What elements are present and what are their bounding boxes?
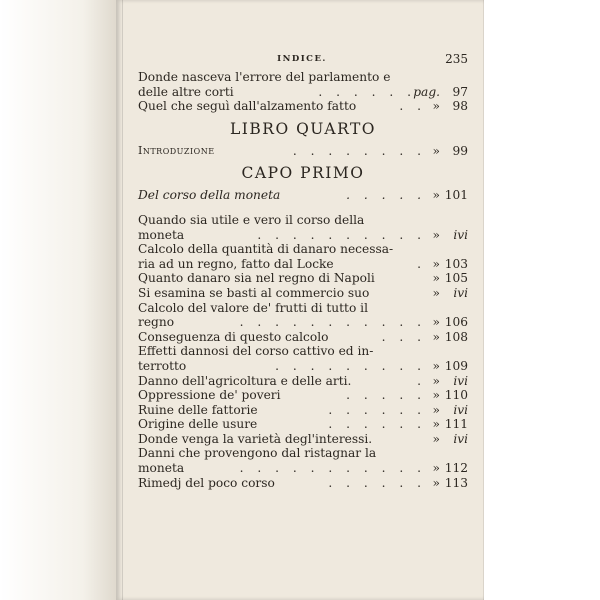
running-title: INDICE.: [277, 54, 327, 64]
toc-entry-text: Si esamina se basti al commercio suo: [138, 285, 370, 300]
binding-edge: [122, 0, 123, 600]
toc-entry-text: ria ad un regno, fatto dal Locke: [138, 256, 334, 271]
section-heading: LIBRO QUARTO: [229, 119, 377, 138]
toc-entry-text: Calcolo del valore de' frutti di tutto il: [138, 300, 368, 315]
toc-leader-dots: . . . . . . . . . .: [257, 227, 426, 242]
toc-page-marker: »: [432, 188, 440, 203]
toc-leader-dots: . . . . .: [346, 388, 426, 403]
toc-entry: [138, 85, 468, 100]
toc-page-number: 111: [444, 417, 468, 432]
toc-leader-dots: . . . . . . . .: [292, 143, 426, 158]
toc-page-marker: »: [432, 285, 440, 300]
toc-entry-text: Quanto danaro sia nel regno di Napoli: [138, 271, 375, 286]
section-heading: CAPO PRIMO: [241, 164, 365, 183]
book-page: [116, 0, 484, 600]
toc-page-number: 99: [452, 143, 468, 158]
toc-page-number: 101: [444, 188, 468, 203]
toc-page-number: ivi: [453, 402, 468, 417]
toc-leader-dots: . . . . . .: [328, 417, 426, 432]
toc-leader-dots: . . . . . .: [328, 475, 426, 490]
toc-entry-text: Conseguenza di questo calcolo: [138, 329, 329, 344]
toc-entry: [138, 99, 468, 114]
toc-entry: [138, 286, 468, 301]
toc-entry-text: moneta: [138, 227, 185, 242]
toc-entry: [138, 446, 468, 461]
toc-entry: [138, 403, 468, 418]
toc-page-marker: »: [432, 431, 440, 446]
toc-entry: [138, 301, 468, 316]
toc-page-marker: »: [432, 475, 440, 490]
toc-page-marker: »: [432, 358, 440, 373]
spacer: [138, 203, 468, 213]
toc-page-number: 105: [444, 271, 468, 286]
toc-entry-text: Donde nasceva l'errore del parlamento e: [138, 70, 391, 84]
toc-leader-dots: . .: [399, 99, 426, 114]
toc-page-number: ivi: [453, 285, 468, 300]
toc-entry: [138, 188, 468, 203]
toc-entry: [138, 271, 468, 286]
toc-entry: [138, 461, 468, 476]
toc-entry: [138, 242, 468, 257]
toc-entry: [138, 417, 468, 432]
toc-page-number: 106: [444, 315, 468, 330]
toc-page-marker: »: [432, 143, 440, 158]
toc-entry: [138, 432, 468, 447]
toc-page-number: 103: [444, 256, 468, 271]
toc-leader-dots: . . . . . . . . . . .: [239, 315, 426, 330]
toc-leader-dots: . . .: [381, 329, 426, 344]
table-of-contents: [138, 70, 468, 490]
toc-entry-text: Effetti dannosi del corso cattivo ed in-: [138, 344, 374, 359]
toc-page-marker: »: [432, 402, 440, 417]
toc-page-marker: »: [432, 227, 440, 242]
toc-entry-text: Danni che provengono dal ristagnar la: [138, 446, 377, 461]
toc-entry: [138, 374, 468, 389]
toc-entry-text: delle altre corti: [138, 84, 234, 99]
toc-leader-dots: . . . . . . . . .: [275, 358, 426, 373]
toc-entry: [138, 359, 468, 374]
toc-entry: [138, 228, 468, 243]
toc-page-number: ivi: [453, 373, 468, 388]
toc-page-marker: »: [432, 388, 440, 403]
toc-entry-text: Oppressione de' poveri: [138, 388, 281, 403]
toc-entry-text: Ruine delle fattorie: [138, 402, 258, 417]
toc-entry-text: Introduzione: [138, 143, 215, 157]
toc-page-number: 112: [444, 461, 468, 476]
toc-page-number: 113: [444, 475, 468, 490]
toc-page-marker: »: [432, 315, 440, 330]
toc-entry-text: Rimedj del poco corso: [138, 475, 275, 490]
toc-leader-dots: .: [417, 256, 426, 271]
toc-page-number: 110: [444, 388, 468, 403]
toc-entry: [138, 144, 468, 159]
toc-entry: [138, 213, 468, 228]
toc-leader-dots: . . . . . .: [328, 402, 426, 417]
toc-entry-text: terrotto: [138, 358, 187, 373]
toc-page-marker: pag.: [413, 84, 440, 99]
toc-leader-dots: . . . . .: [346, 188, 426, 203]
toc-entry: [138, 344, 468, 359]
toc-entry-text: Quel che seguì dall'alzamento fatto: [138, 99, 357, 114]
toc-page-marker: »: [432, 373, 440, 388]
toc-entry-text: Danno dell'agricoltura e delle arti.: [138, 373, 352, 388]
toc-page-marker: »: [432, 417, 440, 432]
toc-entry-text: Quando sia utile e vero il corso della: [138, 212, 365, 227]
toc-entry-text: Del corso della moneta: [138, 188, 281, 203]
toc-page-marker: »: [432, 271, 440, 286]
toc-page-marker: »: [432, 461, 440, 476]
toc-entry: [138, 315, 468, 330]
toc-entry-text: Donde venga la varietà degl'interessi.: [138, 431, 373, 446]
toc-entry-text: moneta: [138, 461, 185, 476]
toc-page-number: 98: [452, 99, 468, 114]
book-gutter: [0, 0, 118, 600]
toc-page-number: ivi: [453, 431, 468, 446]
toc-page-marker: »: [432, 99, 440, 114]
toc-entry: [138, 330, 468, 345]
toc-entry: [138, 476, 468, 491]
toc-page-number: 97: [452, 84, 468, 99]
toc-page-number: 109: [444, 358, 468, 373]
toc-entry: [138, 70, 468, 85]
toc-entry: [138, 388, 468, 403]
toc-page-number: 108: [444, 329, 468, 344]
toc-entry-text: regno: [138, 315, 175, 330]
toc-leader-dots: .: [417, 373, 426, 388]
toc-leader-dots: . . . . . .: [318, 84, 416, 99]
running-header: [136, 54, 468, 68]
toc-page-marker: »: [432, 256, 440, 271]
toc-entry-text: Origine delle usure: [138, 417, 258, 432]
page-number: 235: [445, 52, 468, 66]
toc-entry-text: Calcolo della quantità di danaro necessa-: [138, 242, 394, 257]
toc-leader-dots: . . . . . . . . . . .: [239, 461, 426, 476]
toc-page-number: ivi: [453, 227, 468, 242]
toc-entry: [138, 257, 468, 272]
toc-page-marker: »: [432, 329, 440, 344]
